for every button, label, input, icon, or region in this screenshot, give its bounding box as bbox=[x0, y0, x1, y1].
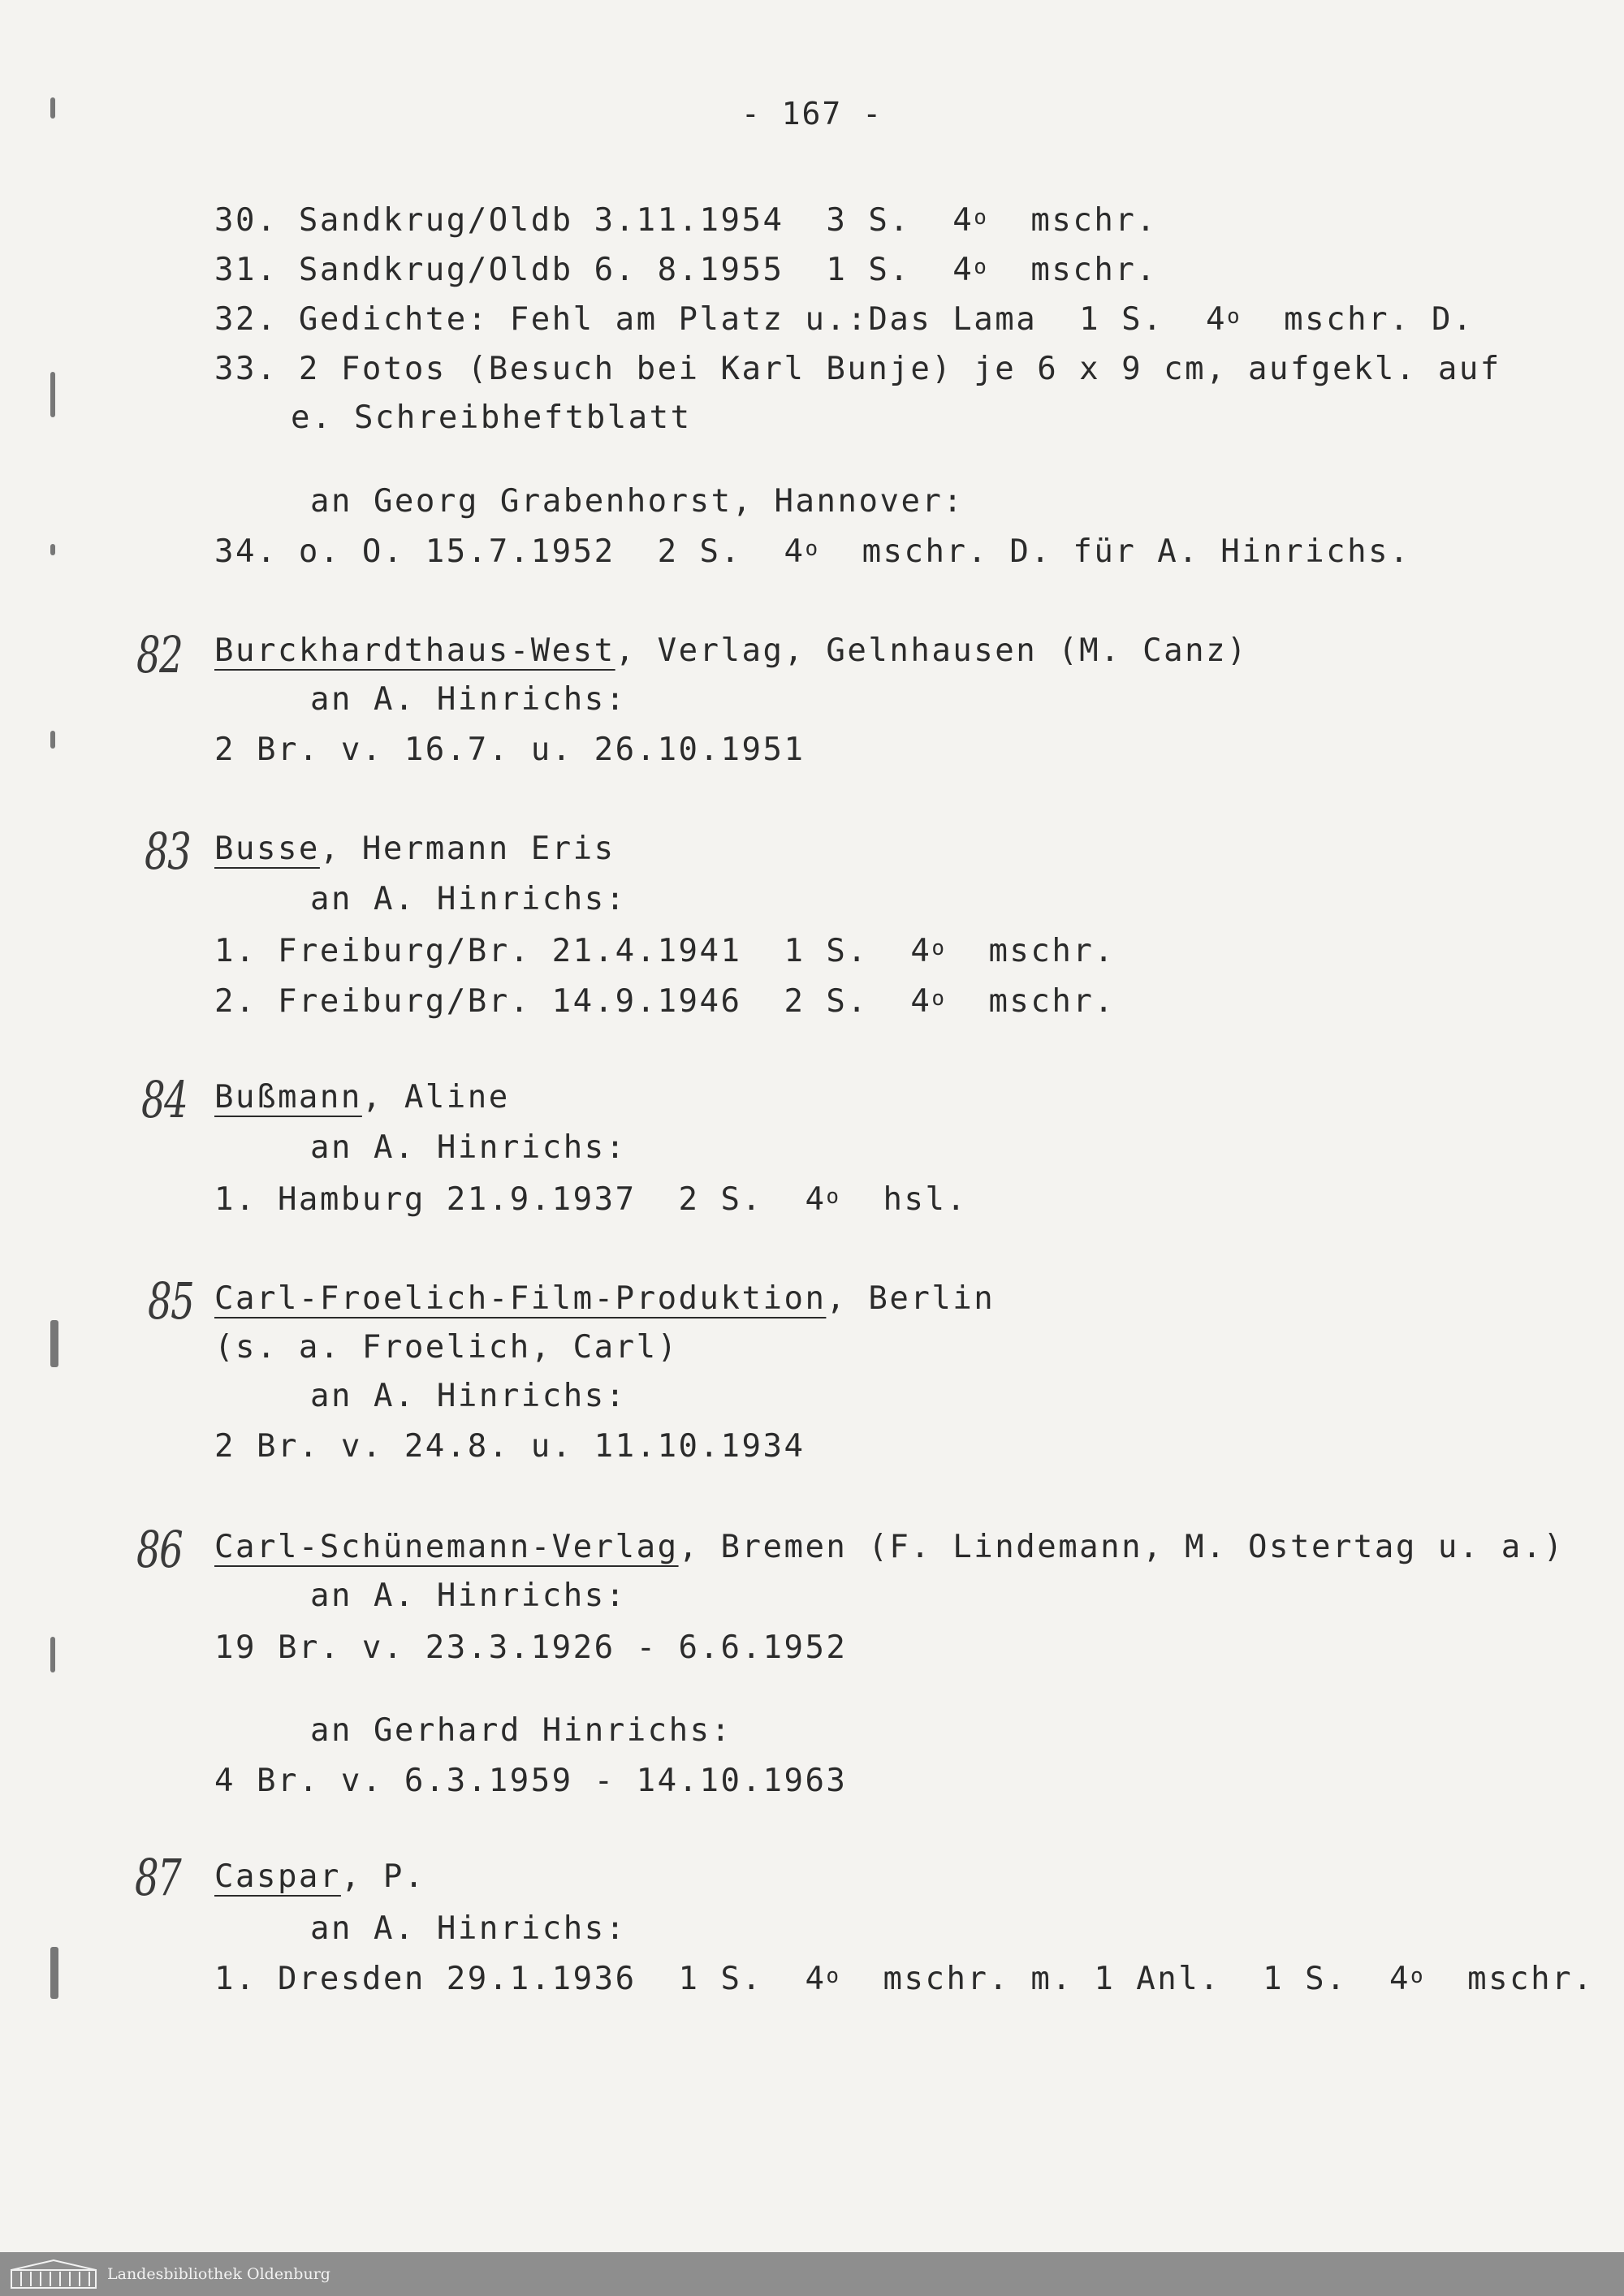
item-line: 2. Freiburg/Br. 14.9.1946 2 S. 4$^o$ mschr. bbox=[214, 983, 1116, 1020]
handwritten-number-86: 86 bbox=[136, 1520, 183, 1579]
entry-line-33: 33. 2 Fotos (Besuch bei Karl Bunje) je 6 x 9 cm, aufgekl. auf bbox=[214, 351, 1501, 387]
entry-heading-83: Busse, Hermann Eris bbox=[214, 831, 615, 867]
footer-label: Landesbibliothek Oldenburg bbox=[107, 2265, 330, 2283]
recipient-line: an A. Hinrichs: bbox=[310, 1129, 627, 1166]
entry-line-32: 32. Gedichte: Fehl am Platz u.:Das Lama 1 S. 4$^o$ mschr. D. bbox=[214, 301, 1474, 338]
handwritten-number-83: 83 bbox=[145, 822, 191, 881]
entry-heading-82: Burckhardthaus-West, Verlag, Gelnhausen (M. Canz) bbox=[214, 632, 1249, 669]
entry-line-30: 30. Sandkrug/Oldb 3.11.1954 3 S. 4$^o$ mschr. bbox=[214, 202, 1158, 239]
recipient-line: an A. Hinrichs: bbox=[310, 1910, 627, 1947]
entry-line-33-cont: e. Schreibheftblatt bbox=[291, 399, 692, 436]
entry-heading-84: Bußmann, Aline bbox=[214, 1079, 510, 1116]
recipient-line: an A. Hinrichs: bbox=[310, 1577, 627, 1614]
recipient-line: an Gerhard Hinrichs: bbox=[310, 1712, 732, 1749]
entry-line-31: 31. Sandkrug/Oldb 6. 8.1955 1 S. 4$^o$ mschr. bbox=[214, 252, 1158, 288]
entry-note: (s. a. Froelich, Carl) bbox=[214, 1329, 679, 1366]
item-line: 1. Freiburg/Br. 21.4.1941 1 S. 4$^o$ mschr. bbox=[214, 933, 1116, 969]
handwritten-number-82: 82 bbox=[136, 625, 183, 684]
margin-mark bbox=[50, 372, 55, 417]
entry-heading-85: Carl-Froelich-Film-Produktion, Berlin bbox=[214, 1280, 996, 1317]
margin-mark bbox=[50, 1947, 58, 1999]
handwritten-number-85: 85 bbox=[148, 1271, 194, 1331]
item-line: 19 Br. v. 23.3.1926 - 6.6.1952 bbox=[214, 1629, 848, 1666]
entry-heading-87: Caspar, P. bbox=[214, 1858, 425, 1895]
item-line: 1. Hamburg 21.9.1937 2 S. 4$^o$ hsl. bbox=[214, 1181, 968, 1218]
margin-mark bbox=[50, 97, 55, 119]
item-line: 4 Br. v. 6.3.1959 - 14.10.1963 bbox=[214, 1763, 848, 1799]
entry-line-34: 34. o. O. 15.7.1952 2 S. 4$^o$ mschr. D. für A. Hinrichs. bbox=[214, 533, 1411, 570]
page-number: - 167 - bbox=[741, 96, 883, 132]
item-line: 2 Br. v. 16.7. u. 26.10.1951 bbox=[214, 732, 806, 768]
item-line: 2 Br. v. 24.8. u. 11.10.1934 bbox=[214, 1428, 806, 1465]
margin-mark bbox=[50, 544, 55, 555]
library-building-icon bbox=[10, 2259, 97, 2290]
footer-bar bbox=[0, 2252, 1624, 2296]
recipient-line: an A. Hinrichs: bbox=[310, 881, 627, 917]
recipient-line: an A. Hinrichs: bbox=[310, 1378, 627, 1414]
handwritten-number-84: 84 bbox=[141, 1070, 188, 1129]
margin-mark bbox=[50, 1320, 58, 1367]
margin-mark bbox=[50, 1637, 55, 1672]
recipient-line: an A. Hinrichs: bbox=[310, 681, 627, 718]
recipient-line: an Georg Grabenhorst, Hannover: bbox=[310, 483, 965, 520]
entry-heading-86: Carl-Schünemann-Verlag, Bremen (F. Lindemann, M. Ostertag u. a.) bbox=[214, 1529, 1565, 1565]
item-line: 1. Dresden 29.1.1936 1 S. 4$^o$ mschr. m. 1 Anl. 1 S. 4$^o$ mschr. bbox=[214, 1961, 1595, 1997]
handwritten-number-87: 87 bbox=[135, 1848, 181, 1907]
margin-mark bbox=[50, 731, 55, 749]
